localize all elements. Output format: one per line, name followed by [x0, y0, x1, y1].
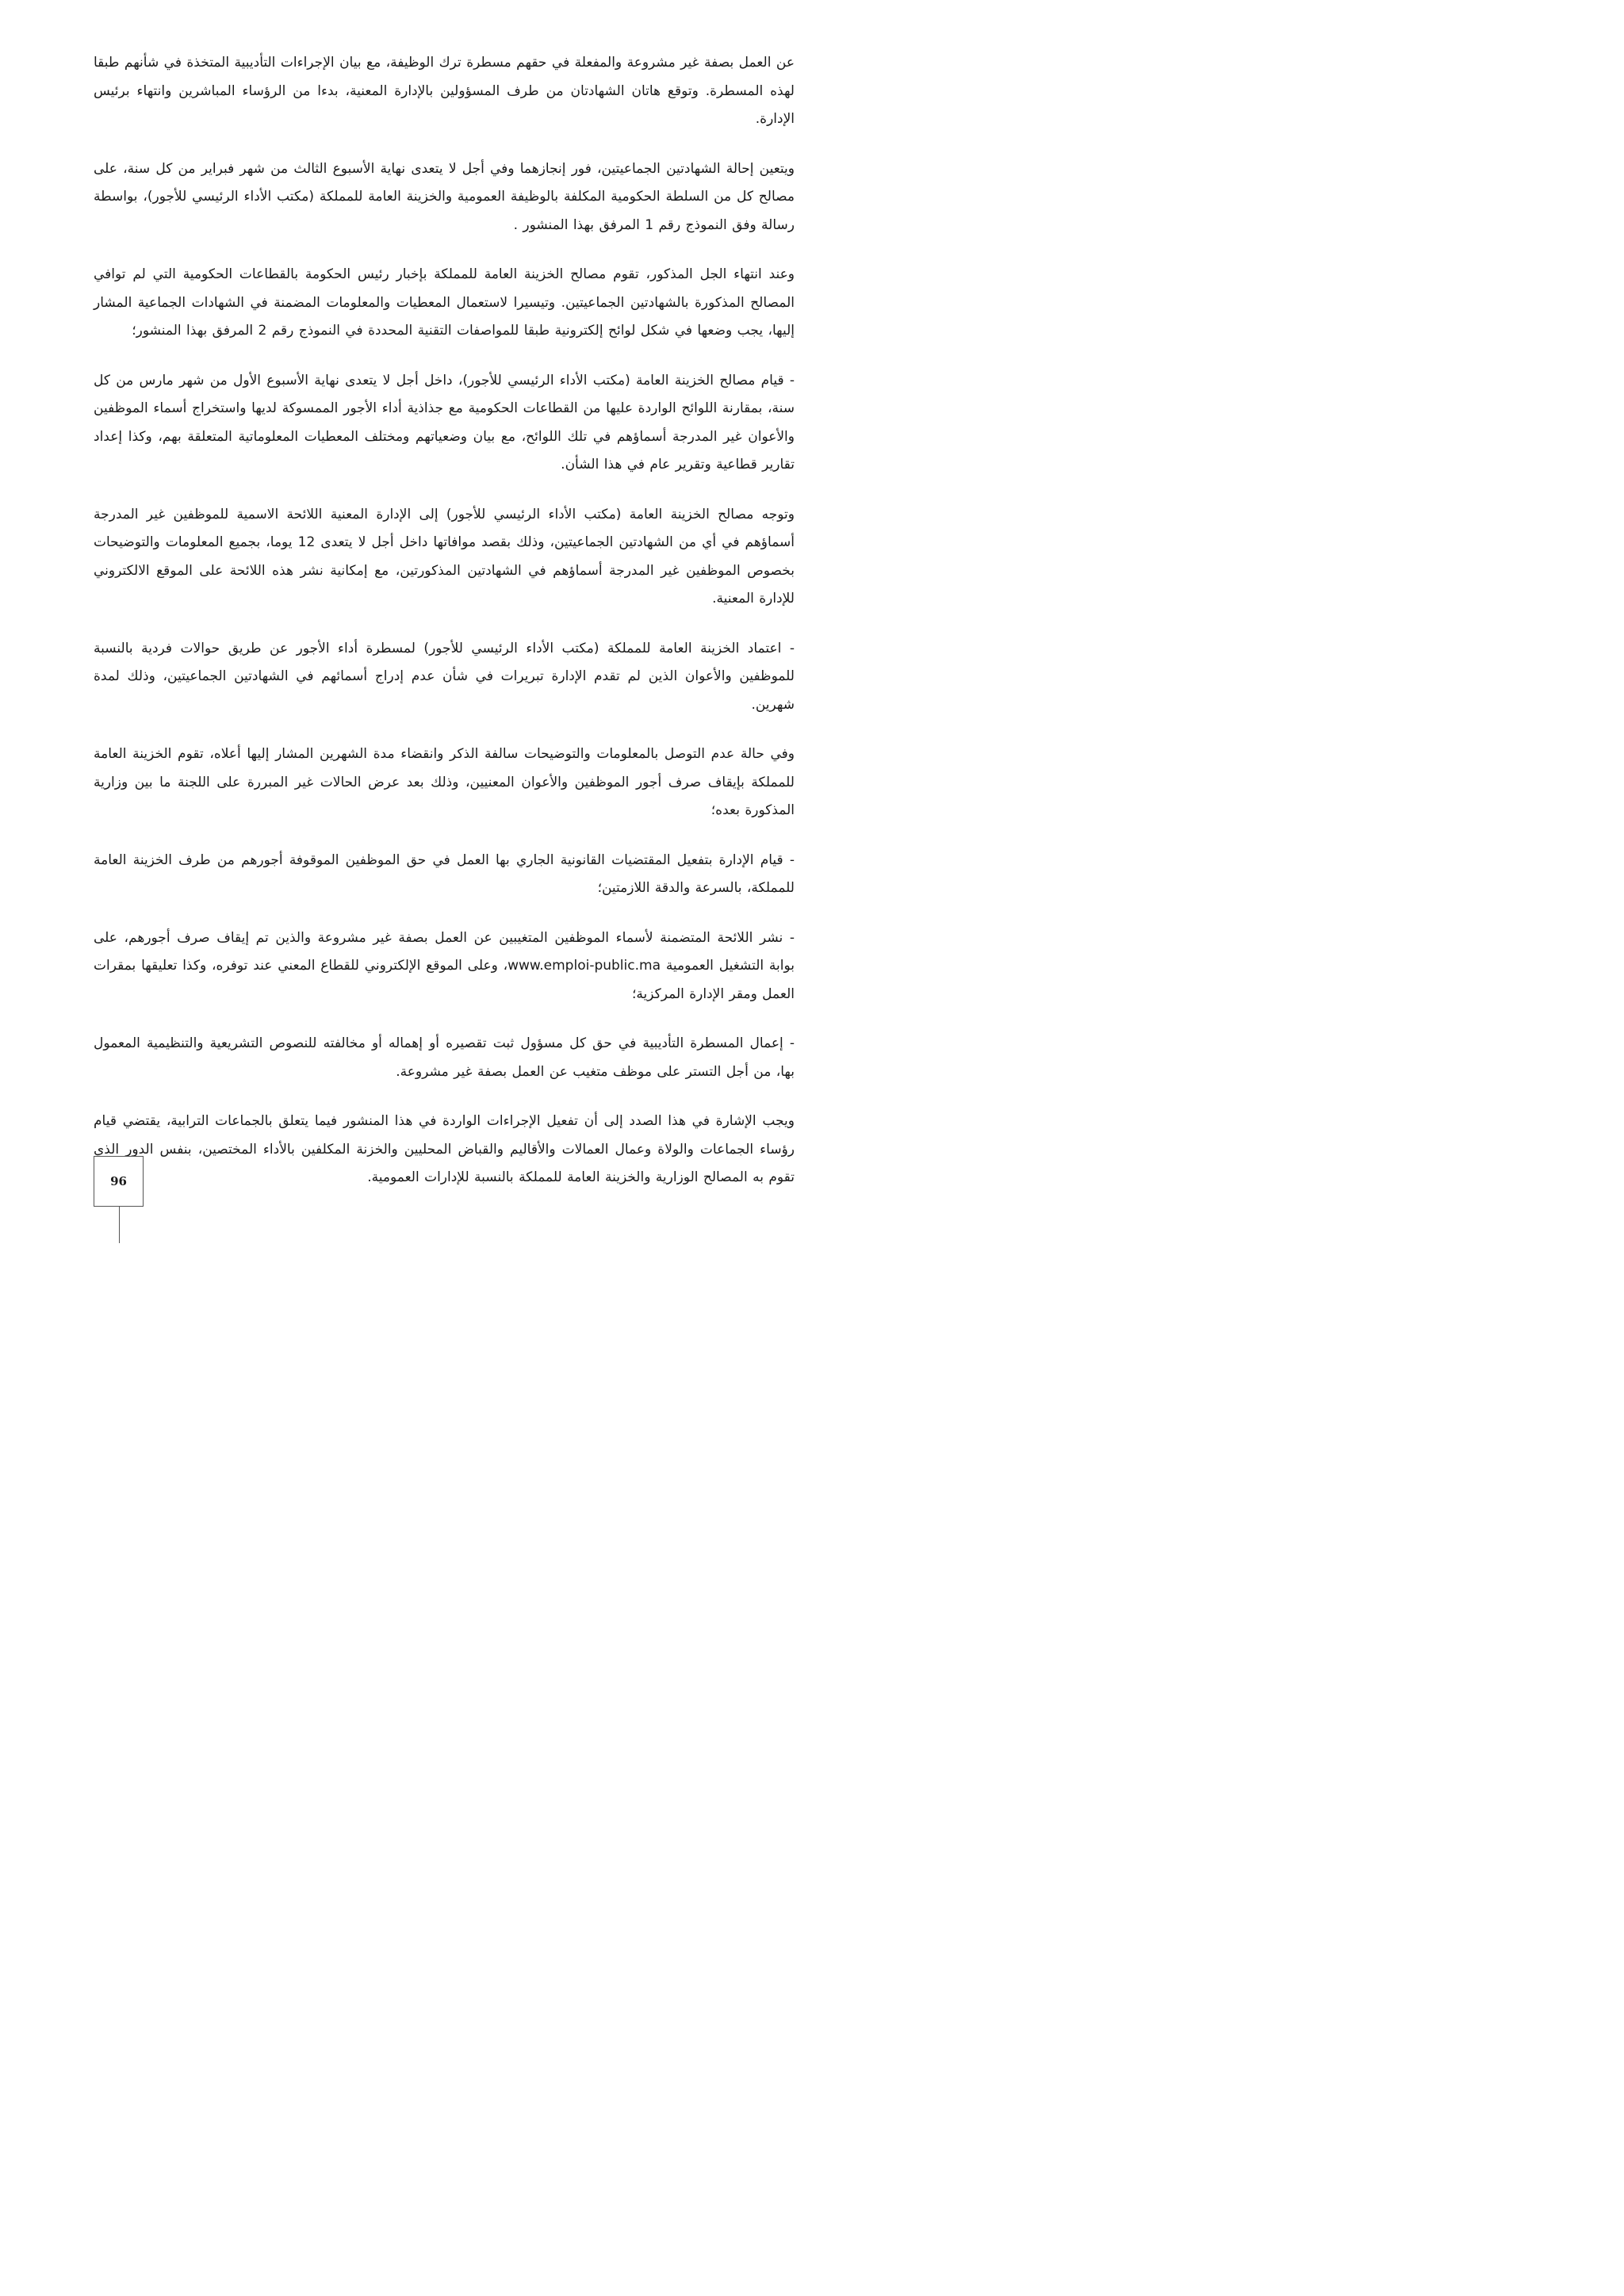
paragraph: وعند انتهاء الجل المذكور، تقوم مصالح الخزينة العامة للمملكة بإخبار رئيس الحكومة بالقطاعات الحكومية التي لم توافي المصالح المذكورة بالشهادتين الجماعيتين. وتيسيرا لاستعمال المعطيات والمعلومات المضمنة في الشهادات الجماعية المشار إليها، يجب وضعها في شكل لوائح إلكترونية طبقا للمواصفات التقنية المحددة في النموذج رقم 2 المرفق بهذا المنشور؛: [94, 266, 795, 339]
paragraph: عن العمل بصفة غير مشروعة والمفعلة في حقهم مسطرة ترك الوظيفة، مع بيان الإجراءات التأديبية المتخذة في شأنهم طبقا لهذه المسطرة. وتوقع هاتان الشهادتان من طرف المسؤولين بالإدارة المعنية، بدءا من الرؤساء المباشرين وانتهاء برئيس الإدارة.: [94, 55, 795, 127]
paragraph: - إعمال المسطرة التأديبية في حق كل مسؤول ثبت تقصيره أو إهماله أو مخالفته للنصوص التشريعية والتنظيمية المعمول بها، من أجل التستر على موظف متغيب عن العمل بصفة غير مشروعة.: [94, 1035, 795, 1080]
paragraph: - اعتماد الخزينة العامة للمملكة (مكتب الأداء الرئيسي للأجور) لمسطرة أداء الأجور عن طريق حوالات فردية بالنسبة للموظفين والأعوان الذين لم تقدم الإدارة تبريرات في شأن عدم إدراج أسمائهم في الشهادتين الجماعيتين، وذلك لمدة شهرين.: [94, 640, 795, 713]
page-number: 96: [110, 1174, 127, 1188]
document-body: [94, 49, 795, 1214]
page-number-rule: [119, 1207, 120, 1243]
paragraph: وتوجه مصالح الخزينة العامة (مكتب الأداء الرئيسي للأجور) إلى الإدارة المعنية اللائحة الاسمية للموظفين غير المدرجة أسماؤهم في أي من الشهادتين الجماعيتين، وذلك بقصد موافاتها داخل أجل لا يتعدى 12 يوما، بجميع المعلومات والتوضيحات بخصوص الموظفين غير المدرجة أسماؤهم في الشهادتين المذكورتين، مع إمكانية نشر هذه اللائحة على الموقع الالكتروني للإدارة المعنية.: [94, 506, 795, 607]
paragraph: وفي حالة عدم التوصل بالمعلومات والتوضيحات سالفة الذكر وانقضاء مدة الشهرين المشار إليها أعلاه، تقوم الخزينة العامة للمملكة بإيقاف صرف أجور الموظفين والأعوان المعنيين، وذلك بعد عرض الحالات غير المبررة على اللجنة ما بين وزارية المذكورة بعده؛: [94, 746, 795, 818]
paragraph: - نشر اللائحة المتضمنة لأسماء الموظفين المتغيبين عن العمل بصفة غير مشروعة والذين تم إيقاف صرف أجورهم، على بوابة التشغيل العمومية www.emploi-public.ma، وعلى الموقع الإلكتروني للقطاع المعني عند توفره، وكذا تعليقها بمقرات العمل ومقر الإدارة المركزية؛: [94, 929, 795, 1002]
paragraph: ويجب الإشارة في هذا الصدد إلى أن تفعيل الإجراءات الواردة في هذا المنشور فيما يتعلق بالجماعات الترابية، يقتضي قيام رؤساء الجماعات والولاة وعمال العمالات والأقاليم والقباض المحليين والخزنة المكلفين بالأداء المختصين، بنفس الدور الذي تقوم به المصالح الوزارية والخزينة العامة للمملكة بالنسبة للإدارات العمومية.: [94, 1113, 795, 1185]
paragraph: ويتعين إحالة الشهادتين الجماعيتين، فور إنجازهما وفي أجل لا يتعدى نهاية الأسبوع الثالث من شهر فبراير من كل سنة، على مصالح كل من السلطة الحكومية المكلفة بالوظيفة العمومية والخزينة العامة للمملكة (مكتب الأداء الرئيسي للأجور)، بواسطة رسالة وفق النموذج رقم 1 المرفق بهذا المنشور .: [94, 160, 795, 233]
page-number-box: [94, 1156, 144, 1207]
paragraph: - قيام مصالح الخزينة العامة (مكتب الأداء الرئيسي للأجور)، داخل أجل لا يتعدى نهاية الأسبوع الأول من شهر مارس من كل سنة، بمقارنة اللوائح الواردة عليها من القطاعات الحكومية مع جذاذية أداء الأجور الممسوكة لديها واستخراج أسماء الموظفين والأعوان غير المدرجة أسماؤهم في تلك اللوائح، مع بيان وضعياتهم ومختلف المعطيات المعلوماتية المتعلقة بهم، وكذا إعداد تقارير قطاعية وتقرير عام في هذا الشأن.: [94, 372, 795, 473]
paragraph: - قيام الإدارة بتفعيل المقتضيات القانونية الجاري بها العمل في حق الموظفين الموقوفة أجورهم من طرف الخزينة العامة للمملكة، بالسرعة والدقة اللازمتين؛: [94, 851, 795, 896]
